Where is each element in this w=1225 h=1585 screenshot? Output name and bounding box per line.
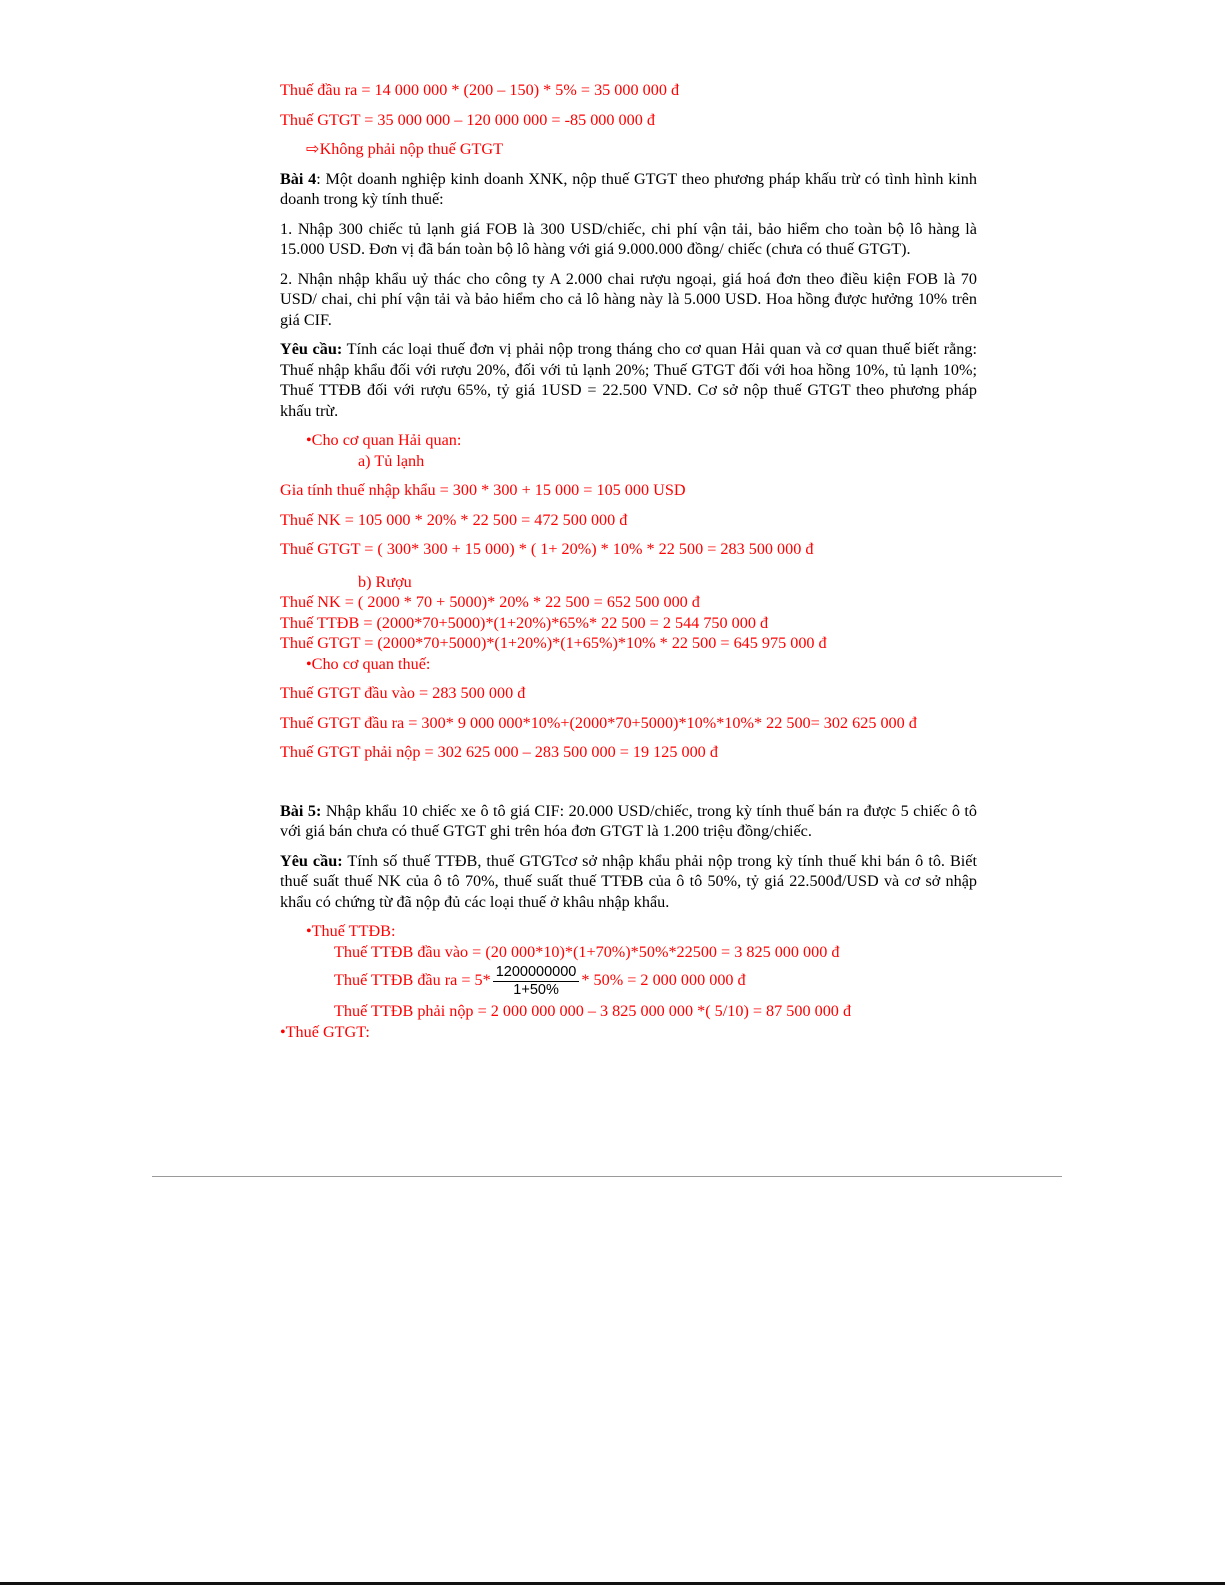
vat-payable: Thuế GTGT phải nộp = 302 625 000 – 283 500 000 = 19 125 000 đ bbox=[280, 743, 718, 761]
exercise-4-label: Bài 4 bbox=[280, 169, 317, 188]
document-page bbox=[280, 80, 977, 1042]
tax-office-heading: •Cho cơ quan thuế: bbox=[306, 654, 431, 673]
exercise-4-intro bbox=[280, 169, 977, 210]
exercise-5-requirement bbox=[280, 851, 977, 913]
output-vat: Thuế GTGT đầu ra = 300* 9 000 000*10%+(2000*70+5000)*10%*10%* 22 500= 302 625 000 đ bbox=[280, 713, 917, 732]
requirement-text: Tính các loại thuế đơn vị phải nộp trong tháng cho cơ quan Hải quan và cơ quan thuế biết rằng: Thuế nhập khẩu đối với rượu 20%, đối với tủ lạnh 20%; Thuế GTGT đối với hoa hồng 10%, tủ lạnh 10%; Thuế TTĐB đối với rượu 65%, tỷ giá 1USD = 22.500 VND. Cơ sở nộp thuế GTGT theo phương pháp khấu trừ. bbox=[280, 340, 977, 420]
excise-output-prefix: Thuế TTĐB đầu ra = 5* bbox=[334, 971, 491, 990]
excise-payable: Thuế TTĐB phải nộp = 2 000 000 000 – 3 825 000 000 *( 5/10) = 87 500 000 đ bbox=[334, 1002, 852, 1020]
exercise-4-text: : Một doanh nghiệp kinh doanh XNK, nộp thuế GTGT theo phương pháp khấu trừ có tình hình kinh doanh trong kỳ tính thuế: bbox=[280, 169, 977, 208]
fridge-taxable-value: Gia tính thuế nhập khẩu = 300 * 300 + 15 000 = 105 000 USD bbox=[280, 481, 686, 499]
exercise-5-intro bbox=[280, 801, 977, 842]
wine-vat: Thuế GTGT = (2000*70+5000)*(1+20%)*(1+65%)*10% * 22 500 = 645 975 000 đ bbox=[280, 634, 827, 652]
exercise-4-item-2: 2. Nhận nhập khẩu uỷ thác cho công ty A 2.000 chai rượu ngoại, giá hoá đơn theo điều kiện FOB là 70 USD/ chai, chi phí vận tải và bảo hiểm cho cả lô hàng này là 5.000 USD. Hoa hồng được hưởng 10% trên giá CIF. bbox=[280, 269, 977, 329]
page-divider bbox=[152, 1176, 1062, 1177]
subheading-fridge: a) Tủ lạnh bbox=[358, 451, 425, 470]
fridge-vat: Thuế GTGT = ( 300* 300 + 15 000) * ( 1+ 20%) * 10% * 22 500 = 283 500 000 đ bbox=[280, 540, 814, 558]
subheading-wine: b) Rượu bbox=[358, 572, 412, 591]
fraction bbox=[493, 964, 580, 999]
excise-heading: •Thuế TTĐB: bbox=[306, 922, 396, 940]
excise-output-suffix: * 50% = 2 000 000 000 đ bbox=[581, 971, 746, 990]
requirement-label-5: Yêu cầu: bbox=[280, 851, 343, 870]
wine-import-tax: Thuế NK = ( 2000 * 70 + 5000)* 20% * 22 500 = 652 500 000 đ bbox=[280, 593, 700, 611]
exercise-5-label: Bài 5: bbox=[280, 801, 322, 820]
fraction-denominator: 1+50% bbox=[513, 982, 559, 998]
excise-output bbox=[280, 964, 977, 999]
exercise-5-text: Nhập khẩu 10 chiếc xe ô tô giá CIF: 20.000 USD/chiếc, trong kỳ tính thuế bán ra được 5 chiếc ô tô với giá bán chưa có thuế GTGT ghi trên hóa đơn GTGT là 1.200 triệu đồng/chiếc. bbox=[280, 801, 977, 840]
fridge-import-tax: Thuế NK = 105 000 * 20% * 22 500 = 472 500 000 đ bbox=[280, 510, 628, 529]
requirement-label: Yêu cầu: bbox=[280, 340, 343, 358]
output-tax-line: Thuế đầu ra = 14 000 000 * (200 – 150) * 5% = 35 000 000 đ bbox=[280, 81, 680, 99]
no-vat-conclusion: ⇨Không phải nộp thuế GTGT bbox=[306, 140, 503, 158]
customs-heading: •Cho cơ quan Hải quan: bbox=[306, 431, 462, 449]
vat-line: Thuế GTGT = 35 000 000 – 120 000 000 = -85 000 000 đ bbox=[280, 110, 655, 129]
fraction-numerator: 1200000000 bbox=[493, 964, 580, 982]
input-vat: Thuế GTGT đầu vào = 283 500 000 đ bbox=[280, 684, 526, 702]
excise-input: Thuế TTĐB đầu vào = (20 000*10)*(1+70%)*50%*22500 = 3 825 000 000 đ bbox=[334, 942, 840, 961]
exercise-4-item-1: 1. Nhập 300 chiếc tủ lạnh giá FOB là 300 USD/chiếc, chi phí vận tải, bảo hiểm cho toàn bộ lô hàng là 15.000 USD. Đơn vị đã bán toàn bộ lô hàng với giá 9.000.000 đồng/ chiếc (chưa có thuế GTGT). bbox=[280, 219, 977, 258]
requirement-text-5: Tính số thuế TTĐB, thuế GTGTcơ sở nhập khẩu phải nộp trong kỳ tính thuế khi bán ô tô. Biết thuế suất thuế NK của ô tô 70%, thuế suất thuế TTĐB của ô tô 50%, tỷ giá 22.500đ/USD và cơ sở nhập khẩu có chứng từ đã nộp đủ các loại thuế ở khâu nhập khẩu. bbox=[280, 851, 977, 911]
wine-excise-tax: Thuế TTĐB = (2000*70+5000)*(1+20%)*65%* 22 500 = 2 544 750 000 đ bbox=[280, 613, 769, 632]
vat-heading: •Thuế GTGT: bbox=[280, 1022, 370, 1041]
exercise-4-requirement bbox=[280, 339, 977, 421]
